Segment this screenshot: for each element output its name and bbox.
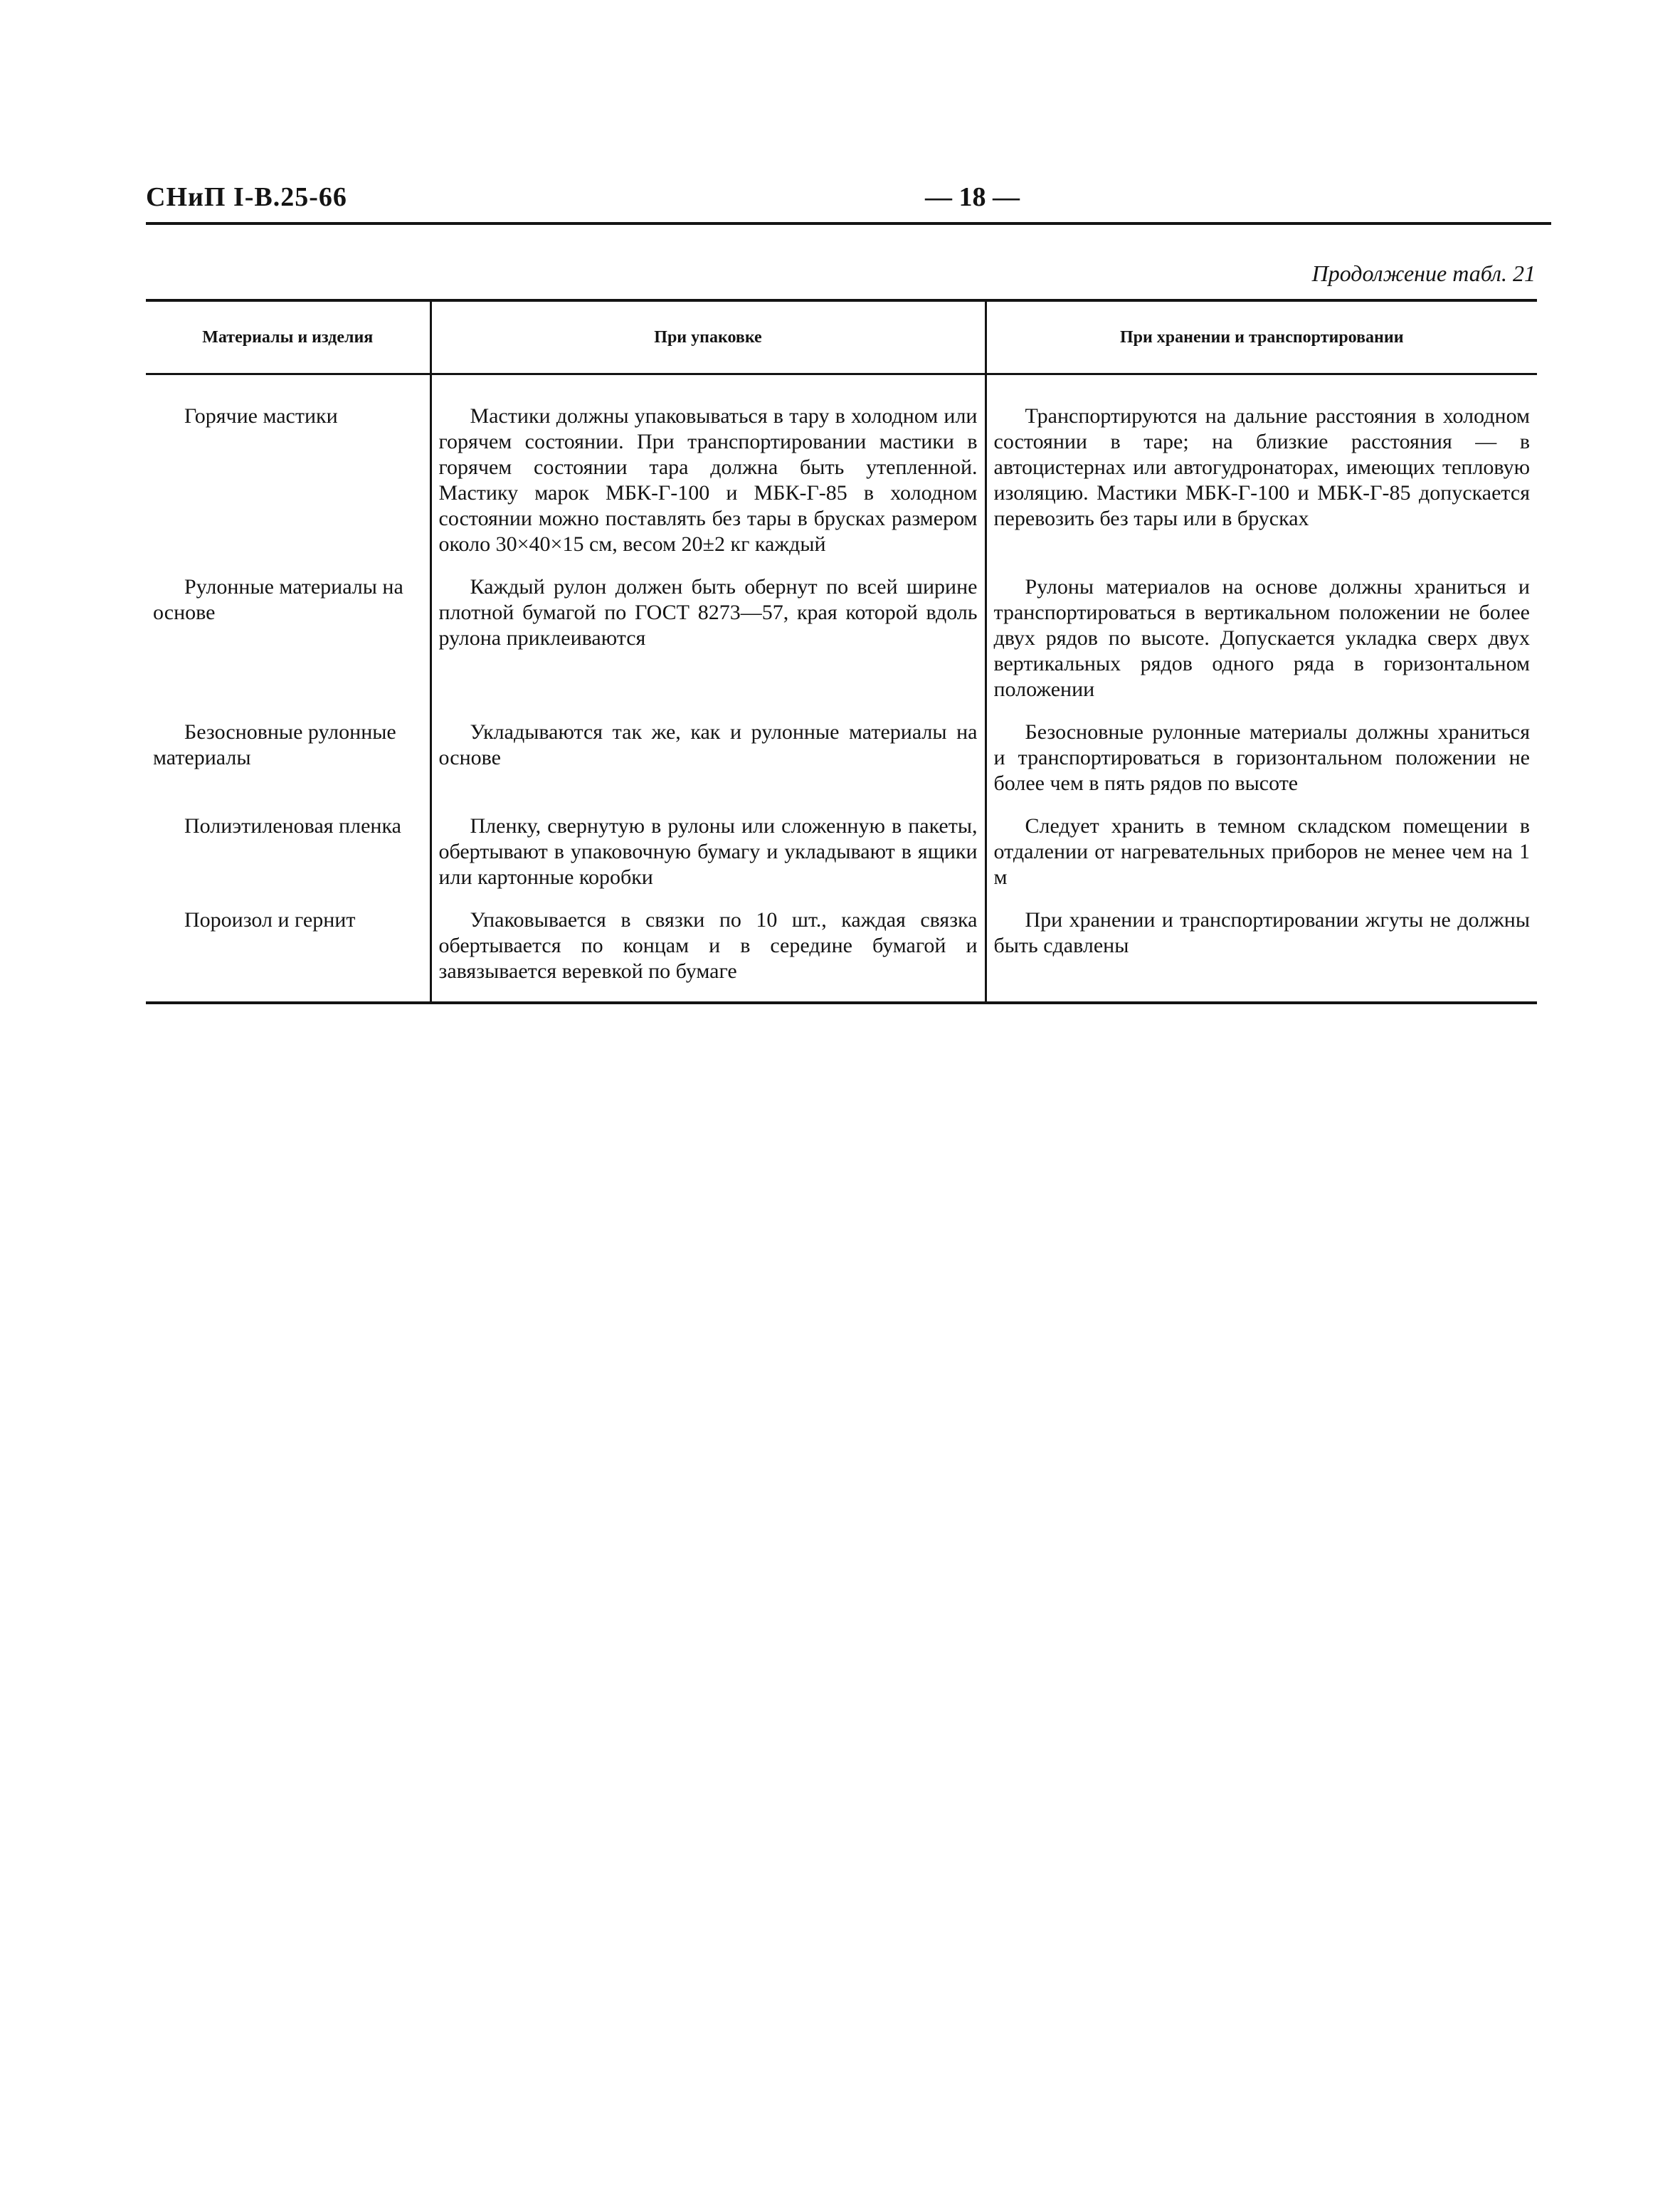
table-header-row <box>146 300 1537 374</box>
material-name: Полиэтиленовая пленка <box>184 814 401 838</box>
header-divider <box>146 222 1551 225</box>
packing-text: Пленку, свернутую в рулоны или сложенную в пакеты, обертывают в упаковочную бумагу и укладывают в ящики или картонные коробки <box>438 814 978 889</box>
table-row <box>146 374 1537 575</box>
packing-cell <box>430 907 986 1003</box>
packing-text: Укладываются так же, как и рулонные материалы на основе <box>438 720 978 769</box>
material-cell <box>146 574 430 720</box>
storage-text: Безосновные рулонные материалы должны храниться и транспортироваться в горизонтальном положении не более чем в пять рядов по высоте <box>993 720 1530 795</box>
packing-cell <box>430 814 986 907</box>
materials-table <box>146 299 1537 1004</box>
column-header-materials: Материалы и изделия <box>146 300 430 374</box>
packing-text: Мастики должны упаковываться в тару в холодном или горячем состоянии. При транспортировании мастики в горячем состоянии тара должна быть утепленной. Мастику марок МБК-Г-100 и МБК-Г-85 в холодном состоянии можно поставлять без тары в брусках размером около 30×40×15 см, весом 20±2 кг каждый <box>438 404 978 556</box>
storage-cell <box>986 814 1537 907</box>
storage-cell <box>986 907 1537 1003</box>
column-header-storage: При хранении и транспортировании <box>986 300 1537 374</box>
material-cell <box>146 907 430 1003</box>
packing-cell <box>430 374 986 575</box>
packing-cell <box>430 720 986 814</box>
material-name: Безосновные рулонные материалы <box>153 720 396 769</box>
page-header <box>146 181 1551 217</box>
storage-cell <box>986 574 1537 720</box>
storage-cell <box>986 374 1537 575</box>
table-row <box>146 720 1537 814</box>
table-caption: Продолжение табл. 21 <box>1311 260 1536 286</box>
table-row <box>146 574 1537 720</box>
packing-cell <box>430 574 986 720</box>
page-number: — 18 — <box>925 182 1020 212</box>
storage-text: Следует хранить в темном складском помещении в отдалении от нагревательных приборов не менее чем на 1 м <box>993 814 1530 889</box>
column-header-packing: При упаковке <box>430 300 986 374</box>
packing-text: Каждый рулон должен быть обернут по всей ширине плотной бумагой по ГОСТ 8273—57, края которой вдоль рулона приклеиваются <box>438 575 978 650</box>
document-code: СНиП I-В.25-66 <box>146 182 347 212</box>
material-cell <box>146 374 430 575</box>
material-name: Рулонные материалы на основе <box>153 575 403 624</box>
storage-text: При хранении и транспортировании жгуты не должны быть сдавлены <box>993 908 1530 957</box>
table-row <box>146 907 1537 1003</box>
material-cell <box>146 814 430 907</box>
material-cell <box>146 720 430 814</box>
table-row <box>146 814 1537 907</box>
storage-cell <box>986 720 1537 814</box>
storage-text: Рулоны материалов на основе должны храниться и транспортироваться в вертикальном положении не более двух рядов по высоте. Допускается укладка сверх двух вертикальных рядов одного ряда в горизонтальном положении <box>993 575 1530 701</box>
storage-text: Транспортируются на дальние расстояния в холодном состоянии в таре; на близкие расстояния — в автоцистернах или автогудронаторах, имеющих тепловую изоляцию. Мастики МБК-Г-100 и МБК-Г-85 допускается перевозить без тары или в брусках <box>993 404 1530 530</box>
material-name: Пороизол и гернит <box>184 908 356 932</box>
packing-text: Упаковывается в связки по 10 шт., каждая связка обертывается по концам и в середине бумагой и завязывается веревкой по бумаге <box>438 908 978 983</box>
material-name: Горячие мастики <box>184 404 338 428</box>
